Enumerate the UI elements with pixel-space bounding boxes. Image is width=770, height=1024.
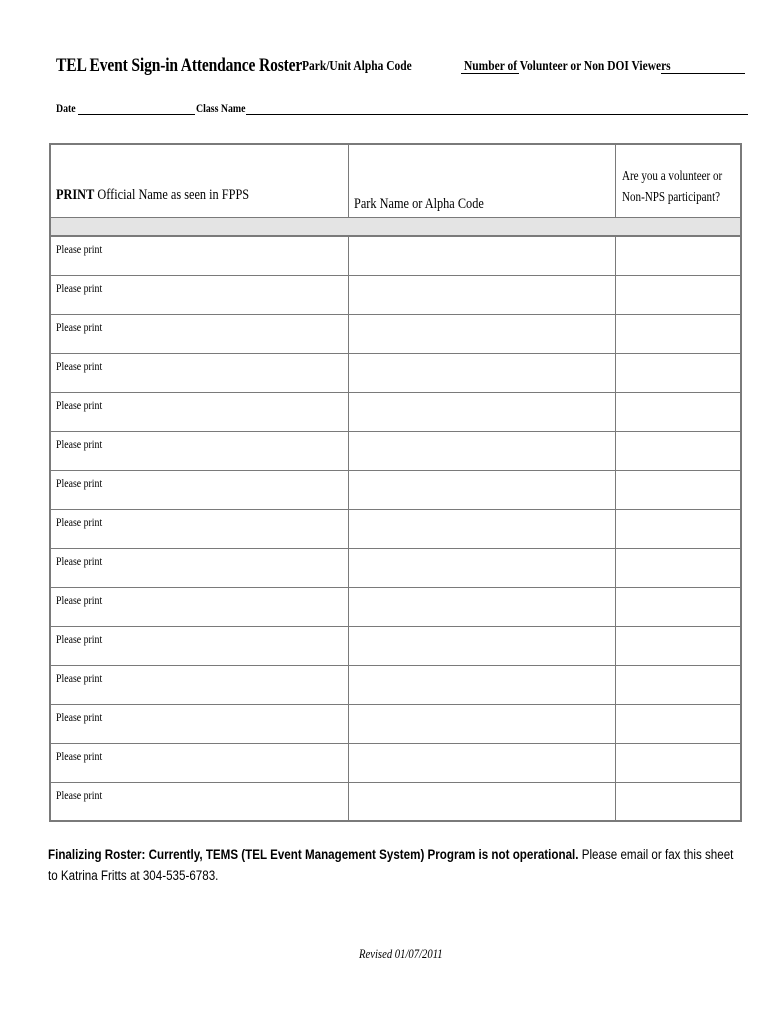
table-row[interactable]	[51, 510, 740, 549]
column-header-volunteer-line2: Non-NPS participant?	[622, 189, 721, 204]
table-body	[51, 237, 740, 822]
table-header	[51, 145, 740, 217]
name-cell-placeholder: Please print	[56, 320, 103, 334]
table-row[interactable]	[51, 471, 740, 510]
name-cell-placeholder: Please print	[56, 593, 103, 607]
name-cell-placeholder: Please print	[56, 749, 103, 763]
column-header-park: Park Name or Alpha Code	[354, 196, 484, 212]
name-cell-placeholder: Please print	[56, 281, 103, 295]
name-cell-placeholder: Please print	[56, 632, 103, 646]
class-name-blank[interactable]	[246, 114, 748, 115]
column-header-volunteer	[622, 165, 744, 207]
date-label: Date	[56, 101, 76, 115]
column-header-volunteer-line1: Are you a volunteer or	[622, 168, 723, 183]
table-row[interactable]	[51, 588, 740, 627]
name-cell-placeholder: Please print	[56, 788, 103, 802]
name-cell-placeholder: Please print	[56, 437, 103, 451]
header-line-1	[56, 55, 756, 81]
name-cell-placeholder: Please print	[56, 476, 103, 490]
table-row[interactable]	[51, 783, 740, 822]
revised-date: Revised 01/07/2011	[359, 946, 443, 961]
table-row[interactable]	[51, 627, 740, 666]
class-name-label: Class Name	[196, 101, 246, 115]
table-row[interactable]	[51, 432, 740, 471]
finalizing-roster-note	[48, 844, 748, 886]
attendance-table	[49, 143, 742, 822]
name-cell-placeholder: Please print	[56, 554, 103, 568]
column-header-name-rest: Official Name as seen in FPPS	[94, 187, 250, 203]
name-cell-placeholder: Please print	[56, 671, 103, 685]
table-row[interactable]	[51, 237, 740, 276]
name-cell-placeholder: Please print	[56, 242, 103, 256]
column-header-name-bold: PRINT	[56, 187, 95, 203]
name-cell-placeholder: Please print	[56, 710, 103, 724]
header-shaded-band	[51, 217, 740, 237]
name-cell-placeholder: Please print	[56, 359, 103, 373]
note-bold-text: Finalizing Roster: Currently, TEMS (TEL Event Management System) Program is not operational.	[48, 847, 579, 862]
table-row[interactable]	[51, 549, 740, 588]
table-row[interactable]	[51, 393, 740, 432]
name-cell-placeholder: Please print	[56, 515, 103, 529]
column-header-name	[56, 187, 249, 204]
viewers-label: Number of Volunteer or Non DOI Viewers	[464, 59, 671, 74]
header-line-2	[56, 101, 756, 121]
park-code-label: Park/Unit Alpha Code	[302, 59, 412, 74]
date-blank[interactable]	[78, 114, 195, 115]
table-row[interactable]	[51, 354, 740, 393]
table-row[interactable]	[51, 666, 740, 705]
table-row[interactable]	[51, 315, 740, 354]
form-title: TEL Event Sign-in Attendance Roster	[56, 55, 303, 76]
table-row[interactable]	[51, 276, 740, 315]
name-cell-placeholder: Please print	[56, 398, 103, 412]
table-row[interactable]	[51, 744, 740, 783]
table-row[interactable]	[51, 705, 740, 744]
note-text: Please email or fax this sheet to Katrina Fritts at 304-535-6783.	[48, 847, 734, 883]
viewers-blank[interactable]	[661, 73, 745, 74]
